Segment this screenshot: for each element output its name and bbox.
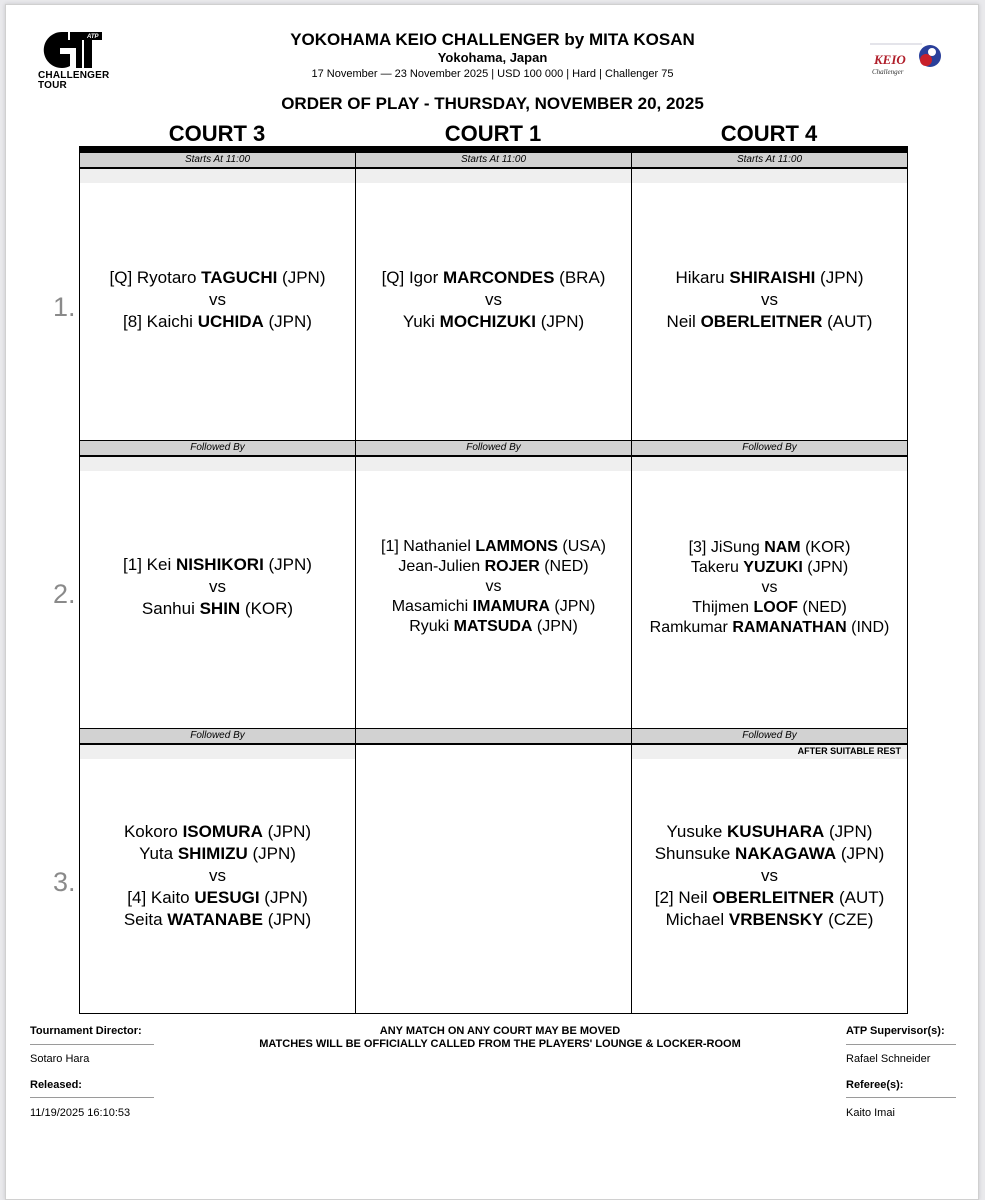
- match-cell: [79, 152, 356, 441]
- followed-by-band: Followed By: [356, 441, 631, 457]
- player-line: Shunsuke NAKAGAWA (JPN): [654, 844, 885, 863]
- player-line: Masamichi IMAMURA (JPN): [391, 598, 596, 615]
- match-info: [80, 554, 355, 620]
- vs-label: vs: [485, 290, 502, 309]
- player-line: Seita WATANABE (JPN): [123, 910, 312, 929]
- player-line: Ramkumar RAMANATHAN (IND): [649, 619, 890, 636]
- player-line: [1] Kei NISHIKORI (JPN): [123, 555, 312, 574]
- player-line: Yusuke KUSUHARA (JPN): [666, 822, 873, 841]
- row-number-1: 1.: [53, 292, 76, 322]
- match-cell: [355, 152, 632, 441]
- match-cell: [631, 152, 908, 441]
- released-label: Released:: [30, 1079, 82, 1091]
- player-line: Takeru YUZUKI (JPN): [690, 559, 849, 576]
- vs-label: vs: [761, 290, 778, 309]
- notice-called: MATCHES WILL BE OFFICIALLY CALLED FROM THE PLAYERS' LOUNGE & LOCKER-ROOM: [259, 1038, 741, 1050]
- player-line: Yuki MOCHIZUKI (JPN): [402, 312, 585, 331]
- court-header-2: COURT 1: [444, 121, 542, 146]
- player-line: Jean-Julien ROJER (NED): [398, 558, 589, 575]
- supervisor-label: ATP Supervisor(s):: [846, 1025, 945, 1037]
- keio-logo-text: KEIO: [874, 52, 906, 67]
- tournament-details: 17 November — 23 November 2025 | USD 100 000 | Hard | Challenger 75: [311, 68, 674, 80]
- start-time-band: Starts At 11:00: [632, 153, 907, 169]
- player-line: [4] Kaito UESUGI (JPN): [127, 888, 308, 907]
- player-line: Hikaru SHIRAISHI (JPN): [675, 268, 864, 287]
- match-info: [80, 267, 355, 333]
- released-timestamp: 11/19/2025 16:10:53: [30, 1107, 131, 1119]
- vs-label: vs: [485, 578, 502, 595]
- referee-label: Referee(s):: [846, 1079, 904, 1091]
- vs-label: vs: [209, 577, 226, 596]
- player-line: [3] JiSung NAM (KOR): [688, 539, 851, 556]
- player-line: Michael VRBENSKY (CZE): [665, 910, 874, 929]
- player-line: Ryuki MATSUDA (JPN): [409, 618, 578, 635]
- match-info: [80, 821, 355, 931]
- player-line: [2] Neil OBERLEITNER (AUT): [654, 888, 885, 907]
- start-time-band: Starts At 11:00: [80, 153, 355, 169]
- tournament-title: YOKOHAMA KEIO CHALLENGER by MITA KOSAN: [290, 30, 695, 49]
- match-info: [632, 821, 907, 931]
- player-line: Kokoro ISOMURA (JPN): [123, 822, 312, 841]
- match-info: [632, 267, 907, 333]
- court-header-1: COURT 3: [168, 121, 266, 146]
- followed-by-band: Followed By: [632, 729, 907, 745]
- empty-match-cell: [355, 728, 632, 1014]
- followed-by-band: Followed By: [80, 441, 355, 457]
- player-line: [8] Kaichi UCHIDA (JPN): [123, 312, 312, 331]
- court-header-3: COURT 4: [720, 121, 818, 146]
- match-info: [356, 267, 631, 333]
- order-of-play-title: ORDER OF PLAY - THURSDAY, NOVEMBER 20, 2025: [281, 94, 704, 113]
- player-line: Neil OBERLEITNER (AUT): [666, 312, 873, 331]
- player-line: Thijmen LOOF (NED): [692, 599, 847, 616]
- followed-by-band: Followed By: [80, 729, 355, 745]
- match-cell: [631, 728, 908, 1014]
- keio-logo-subtext: Challenger: [872, 68, 904, 76]
- director-label: Tournament Director:: [30, 1025, 142, 1037]
- match-info: [356, 537, 631, 637]
- vs-label: vs: [209, 290, 226, 309]
- referee-name: Kaito Imai: [846, 1107, 895, 1119]
- empty-band: [356, 729, 631, 745]
- row-number-2: 2.: [53, 579, 76, 609]
- tournament-location: Yokohama, Japan: [437, 50, 548, 65]
- player-line: Sanhui SHIN (KOR): [141, 599, 294, 618]
- vs-label: vs: [209, 866, 226, 885]
- supervisor-name: Rafael Schneider: [846, 1053, 931, 1065]
- match-info: [632, 538, 907, 638]
- player-line: Yuta SHIMIZU (JPN): [139, 844, 296, 863]
- atp-logo-text: ATP: [87, 34, 99, 40]
- match-cell: [355, 440, 632, 729]
- vs-label: vs: [761, 579, 778, 596]
- after-suitable-rest-note: AFTER SUITABLE REST: [797, 746, 901, 756]
- director-name: Sotaro Hara: [30, 1053, 90, 1065]
- match-cell: [79, 728, 356, 1014]
- schedule-grid: [79, 152, 908, 1014]
- notice-moved: ANY MATCH ON ANY COURT MAY BE MOVED: [379, 1025, 621, 1037]
- player-line: [Q] Ryotaro TAGUCHI (JPN): [109, 268, 326, 287]
- match-cell: [79, 440, 356, 729]
- match-cell: [631, 440, 908, 729]
- row-number-3: 3.: [53, 867, 76, 897]
- logo-line-tour: TOUR: [38, 80, 67, 91]
- logo-line-challenger: CHALLENGER: [38, 70, 110, 81]
- start-time-band: Starts At 11:00: [356, 153, 631, 169]
- player-line: [1] Nathaniel LAMMONS (USA): [381, 538, 606, 555]
- player-line: [Q] Igor MARCONDES (BRA): [381, 268, 606, 287]
- followed-by-band: Followed By: [632, 441, 907, 457]
- vs-label: vs: [761, 866, 778, 885]
